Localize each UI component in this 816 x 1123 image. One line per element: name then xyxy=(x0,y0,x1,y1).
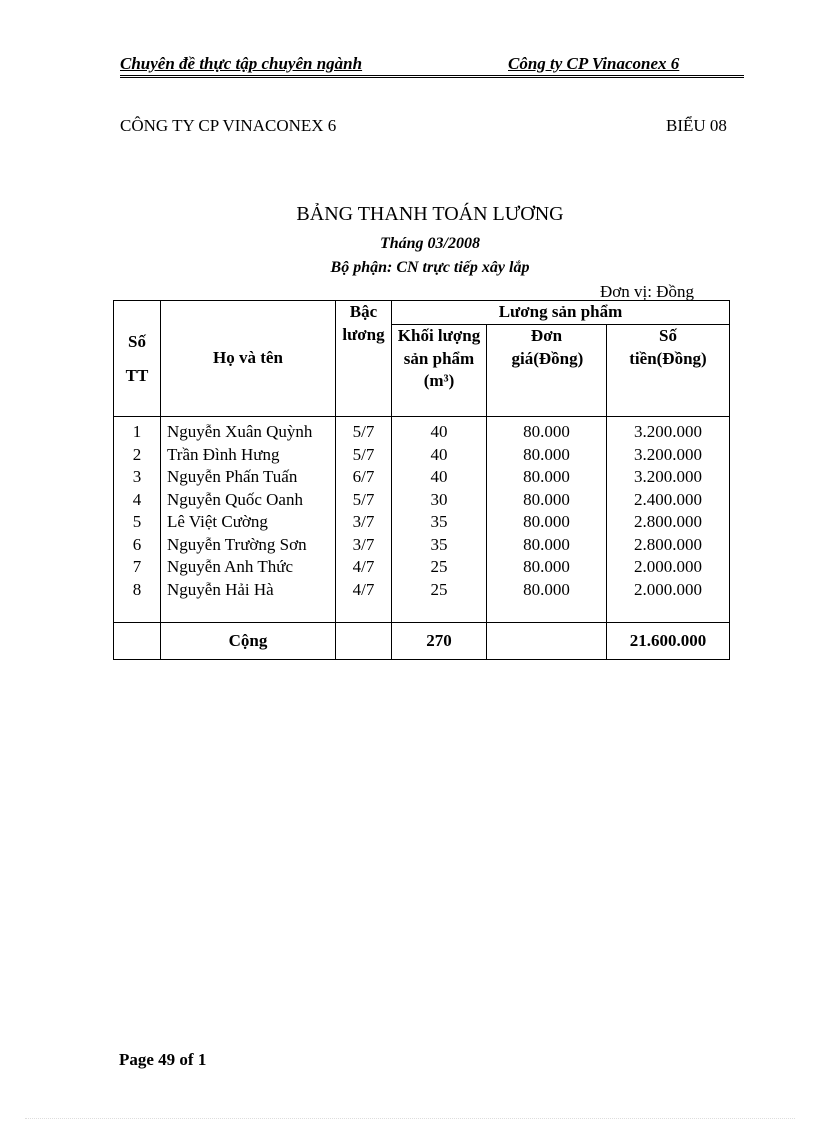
row-7-amount: 2.000.000 xyxy=(634,557,702,576)
row-2-grade: 5/7 xyxy=(352,444,375,464)
row-5-price: 80.000 xyxy=(523,512,570,531)
row-7-volume: 25 xyxy=(430,557,448,576)
form-number: BIỂU 08 xyxy=(666,116,727,135)
row-8-price: 80.000 xyxy=(523,579,570,599)
currency-unit: Đơn vị: Đồng xyxy=(600,282,694,301)
row-6-grade: 3/7 xyxy=(352,534,375,554)
row-1-grade: 5/7 xyxy=(352,422,375,441)
company-name: CÔNG TY CP VINACONEX 6 xyxy=(120,116,337,135)
header-amount: Số tiền(Đồng) xyxy=(607,325,730,417)
row-3-grade: 6/7 xyxy=(352,467,375,486)
total-label: Cộng xyxy=(161,623,336,660)
row-6-price: 80.000 xyxy=(523,534,570,554)
col-stt xyxy=(114,417,161,623)
col-price xyxy=(487,417,607,623)
row-3-volume: 40 xyxy=(430,467,448,486)
row-8-name: Nguyễn Hải Hà xyxy=(167,579,274,599)
row-7-name: Nguyễn Anh Thức xyxy=(167,557,293,576)
header-volume: Khối lượng sản phẩm (m³) xyxy=(392,325,487,417)
row-5-amount: 2.800.000 xyxy=(634,512,702,531)
page-footer: Page 49 of 1 xyxy=(119,1050,207,1069)
row-2-volume: 40 xyxy=(430,444,448,464)
running-header-left: Chuyên đề thực tập chuyên ngành xyxy=(120,54,363,73)
row-4-grade: 5/7 xyxy=(352,489,375,509)
row-7-price: 80.000 xyxy=(523,557,570,576)
document-department: Bộ phận: CN trực tiếp xây lắp xyxy=(330,259,530,276)
row-5-volume: 35 xyxy=(430,512,448,531)
row-3-amount: 3.200.000 xyxy=(634,467,702,486)
row-2-amount: 3.200.000 xyxy=(634,444,702,464)
row-5-name: Lê Việt Cường xyxy=(167,512,268,531)
row-2-price: 80.000 xyxy=(523,444,570,464)
header-name: Họ và tên xyxy=(161,301,336,417)
row-4-volume: 30 xyxy=(430,489,448,509)
row-4-stt: 4 xyxy=(132,489,142,509)
col-amount xyxy=(607,417,730,623)
row-6-volume: 35 xyxy=(430,534,448,554)
col-grade xyxy=(336,417,392,623)
volume-unit: (m³) xyxy=(423,371,455,390)
row-4-price: 80.000 xyxy=(523,489,570,509)
payroll-table xyxy=(113,300,730,660)
row-1-stt: 1 xyxy=(132,422,142,441)
row-6-name: Nguyễn Trường Sơn xyxy=(167,534,307,554)
row-1-price: 80.000 xyxy=(523,422,570,441)
row-8-grade: 4/7 xyxy=(352,579,375,599)
row-2-name: Trần Đình Hưng xyxy=(167,444,280,464)
row-3-price: 80.000 xyxy=(523,467,570,486)
row-8-stt: 8 xyxy=(132,579,142,599)
row-5-grade: 3/7 xyxy=(352,512,375,531)
row-8-amount: 2.000.000 xyxy=(634,579,702,599)
row-6-stt: 6 xyxy=(132,534,142,554)
total-amount: 21.600.000 xyxy=(607,623,730,660)
total-row xyxy=(114,623,730,660)
running-header-right: Công ty CP Vinaconex 6 xyxy=(508,54,680,73)
header-product-salary: Lương sản phẩm xyxy=(392,301,730,325)
header-stt: Số TT xyxy=(114,301,161,417)
row-7-grade: 4/7 xyxy=(352,557,375,576)
row-5-stt: 5 xyxy=(132,512,142,531)
row-7-stt: 7 xyxy=(132,557,142,576)
row-3-name: Nguyễn Phấn Tuấn xyxy=(167,467,298,486)
document-title: BẢNG THANH TOÁN LƯƠNG xyxy=(296,203,564,225)
row-4-amount: 2.400.000 xyxy=(634,489,702,509)
row-3-stt: 3 xyxy=(132,467,142,486)
document-month: Tháng 03/2008 xyxy=(379,235,480,252)
row-1-volume: 40 xyxy=(430,422,448,441)
row-1-amount: 3.200.000 xyxy=(634,422,702,441)
col-volume xyxy=(392,417,487,623)
row-4-name: Nguyễn Quốc Oanh xyxy=(167,489,303,509)
table-body xyxy=(114,417,730,623)
total-volume: 270 xyxy=(392,623,487,660)
header-unit-price: Đơn giá(Đồng) xyxy=(487,325,607,417)
row-6-amount: 2.800.000 xyxy=(634,534,702,554)
header-double-rule xyxy=(120,75,744,78)
header-grade: Bậc lương xyxy=(336,301,392,417)
row-2-stt: 2 xyxy=(132,444,142,464)
col-name xyxy=(161,417,336,623)
page-edge-line xyxy=(25,1118,795,1119)
row-1-name: Nguyễn Xuân Quỳnh xyxy=(167,422,313,441)
row-8-volume: 25 xyxy=(430,579,448,599)
